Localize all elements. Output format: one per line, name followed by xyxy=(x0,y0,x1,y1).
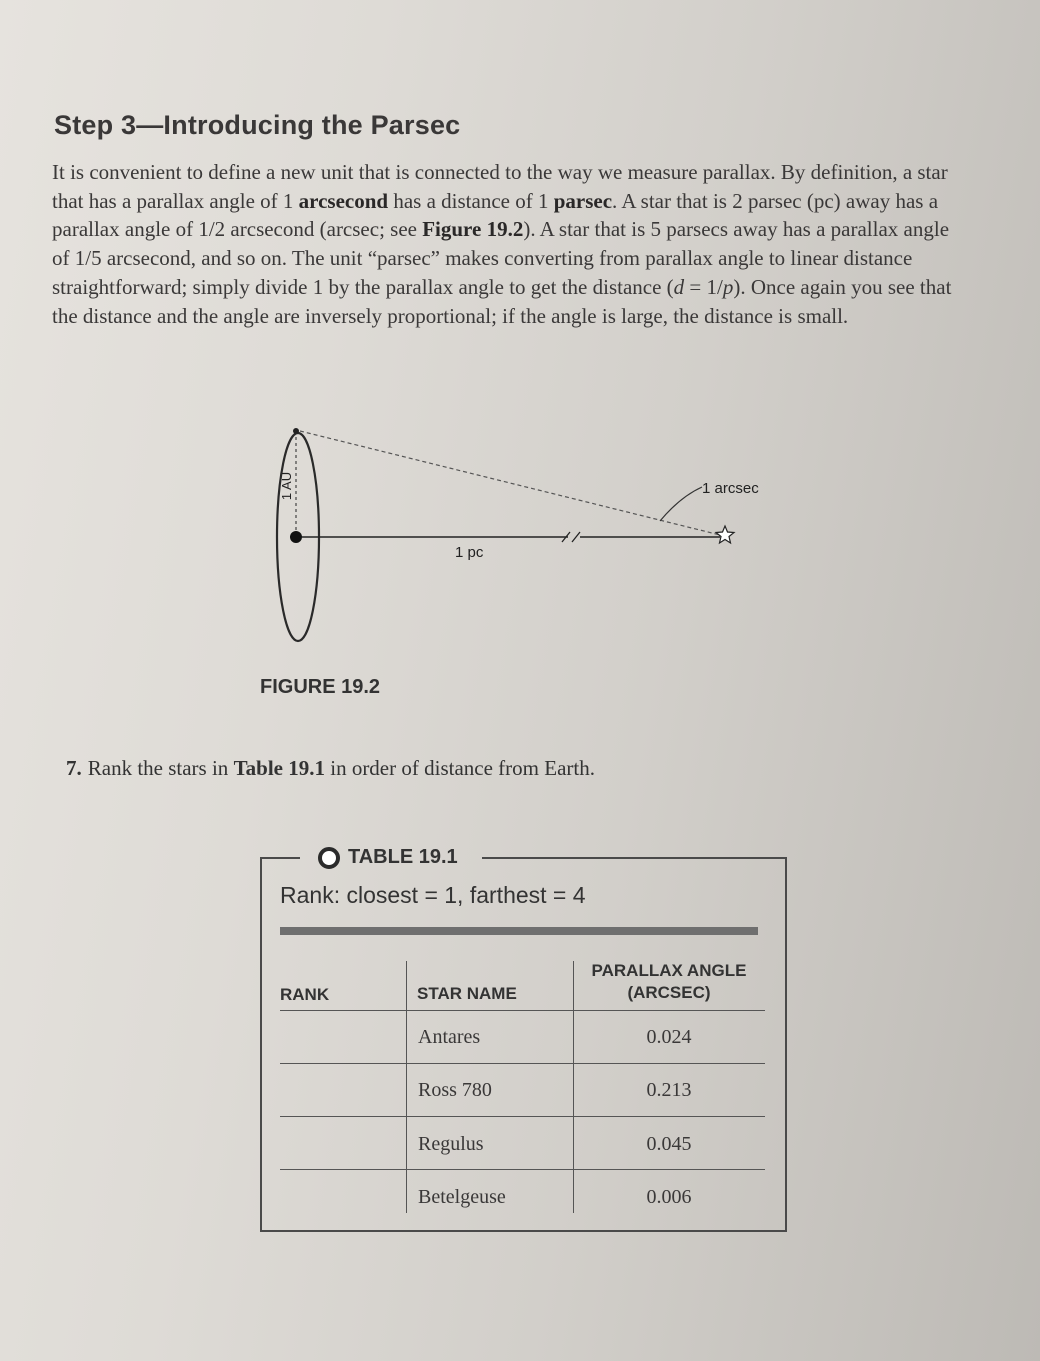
star-name-cell: Betelgeuse xyxy=(418,1186,506,1208)
parallax-cell: 0.213 xyxy=(646,1079,692,1101)
parallax-cell: 0.045 xyxy=(646,1133,692,1155)
bullet-icon xyxy=(318,847,340,869)
row-rule-header xyxy=(280,1010,765,1011)
star-name-cell: Ross 780 xyxy=(418,1079,492,1101)
earth-dot-icon xyxy=(293,428,299,434)
header-star-name: STAR NAME xyxy=(417,984,517,1003)
intro-paragraph: It is convenient to define a new unit that is connected to the way we measure parallax. By definition, a star that has a parallax angle of 1 arcsecond has a distance of 1 parsec. A star that is 2 parsec (pc) away has a parallax angle of 1/2 arcsecond (arcsec; see Figure 19.2). A star that is 5 parsecs away has a parallax angle of 1/5 arcsecond, and so on. The unit “parsec” makes converting from parallax angle to linear distance straightforward; simply divide 1 by the parallax angle to get the distance (d = 1/p). Once again you see that the distance and the angle are inversely proportional; if the angle is large, the distance is small. xyxy=(52,160,952,328)
section-heading: Step 3—Introducing the Parsec xyxy=(54,110,461,140)
parallax-figure xyxy=(250,415,810,655)
sightline-dashed xyxy=(300,431,720,535)
row-rule-3 xyxy=(280,1169,765,1170)
table-title: TABLE 19.1 xyxy=(318,846,458,869)
question-7: 7. Rank the stars in Table 19.1 in order of distance from Earth. xyxy=(66,756,595,780)
sun-dot-icon xyxy=(290,531,302,543)
angle-arc xyxy=(660,487,702,521)
star-icon xyxy=(716,526,734,543)
header-rank: RANK xyxy=(280,985,330,1004)
star-name-cell: Antares xyxy=(418,1026,481,1048)
table-divider-bar xyxy=(280,927,758,935)
col-divider-1 xyxy=(406,961,407,1213)
table-subtitle: Rank: closest = 1, farthest = 4 xyxy=(280,882,586,908)
arcsec-label: 1 arcsec xyxy=(702,480,759,497)
row-rule-2 xyxy=(280,1116,765,1117)
header-parallax: PARALLAX ANGLE (ARCSEC) xyxy=(591,961,747,1002)
pc-label: 1 pc xyxy=(455,544,484,561)
au-label: 1 AU xyxy=(279,471,294,501)
row-rule-1 xyxy=(280,1063,765,1064)
star-name-cell: Regulus xyxy=(418,1133,484,1155)
parallax-cell: 0.024 xyxy=(646,1026,692,1048)
parallax-cell: 0.006 xyxy=(646,1186,692,1208)
figure-caption: FIGURE 19.2 xyxy=(260,676,381,698)
